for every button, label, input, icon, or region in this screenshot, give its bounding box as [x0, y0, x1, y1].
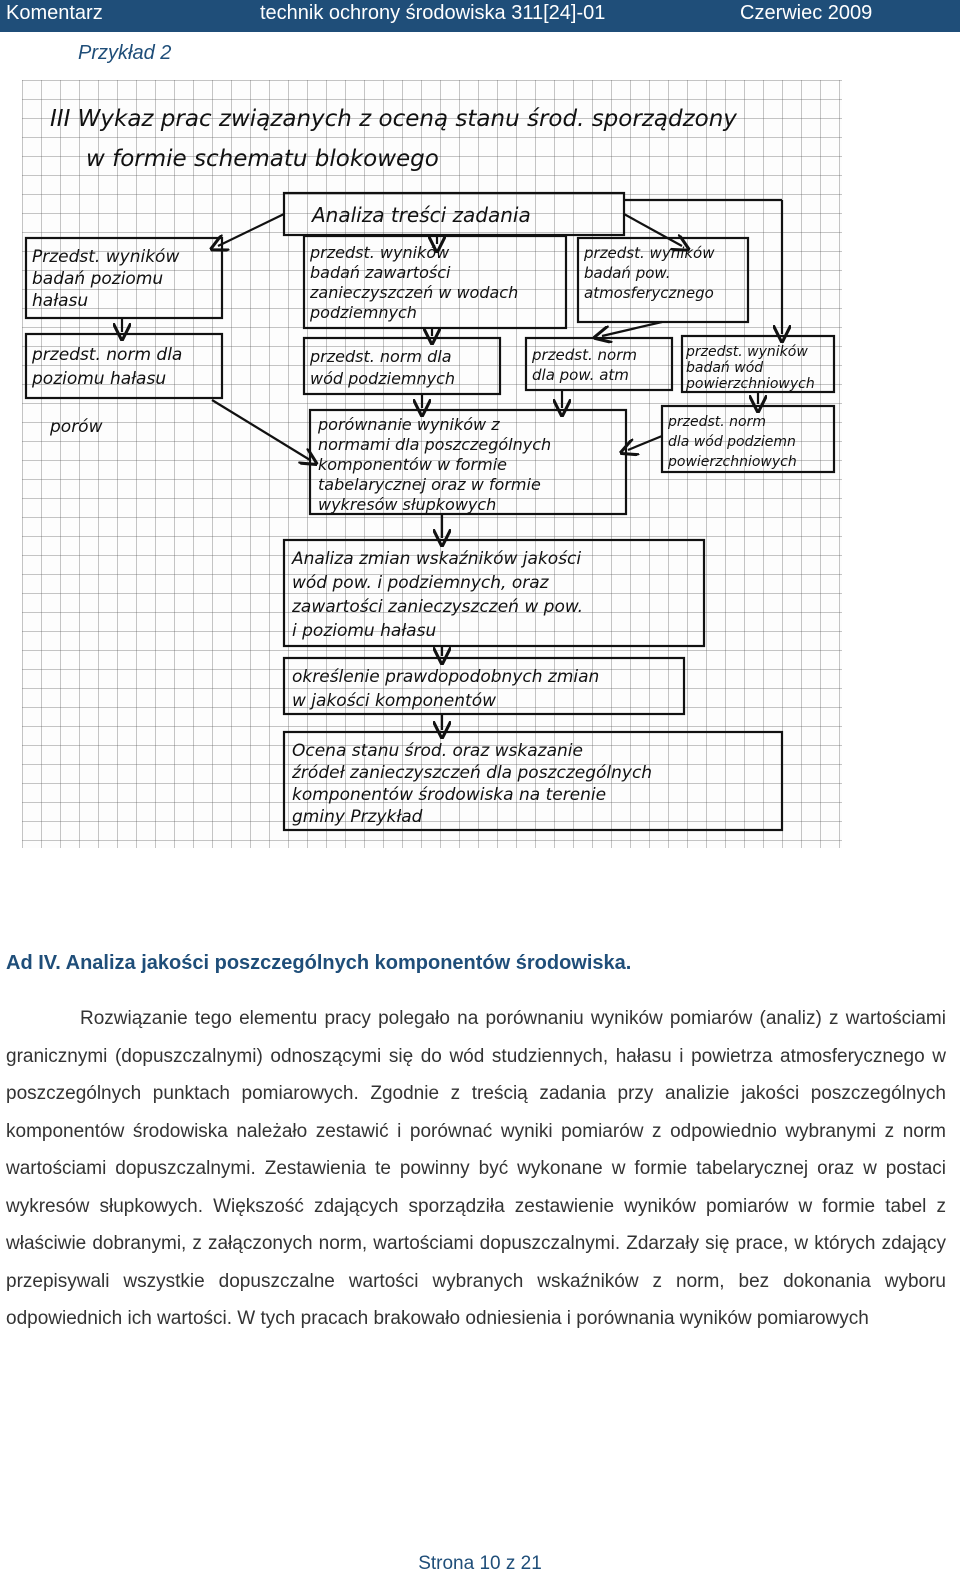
handwritten-diagram — [22, 80, 842, 848]
example-label: Przykład 2 — [78, 42, 172, 64]
hw-surface-results-2: badań wód — [686, 360, 764, 376]
hw-noise-results-2: badań poziomu — [32, 269, 164, 289]
page-header — [0, 0, 960, 32]
hw-compare-3: komponentów w formie — [318, 455, 507, 474]
handwritten-block-diagram-scan — [22, 80, 842, 848]
hw-analysis-1: Analiza zmian wskaźników jakości — [292, 549, 582, 569]
hw-groundwater-1: przedst. wyników — [310, 243, 450, 262]
section-title: Ad IV. Analiza jakości poszczególnych komponentów środowiska. — [6, 952, 632, 974]
hw-analysis-2: wód pow. i podziemnych, oraz — [292, 573, 549, 593]
body-paragraph: Rozwiązanie tego elementu pracy polegało na porównaniu wyników pomiarów (analiz) z wartościami granicznymi (dopuszczalnymi) odnoszącymi się do wód studziennych, hałasu i powietrza atmosferycznego w poszczególnych punktach pomiarowych. Zgodnie z treścią zadania przy analizie jakości poszczególnych komponentów środowiska należało zestawić i porównać wyniki pomiarów z odpowiednio wybranymi z norm wartościami dopuszczalnymi. Zestawienia te powinny być wykonane w formie tabelarycznej oraz w postaci wykresów słupkowych. Większość zdających sporządziła zestawienie wyników pomiarów w formie tabel z właściwie dobranymi, z załączonych norm, wartościami dopuszczalnymi. Zdarzały się prace, w których zdający przepisywali wszystkie dopuszczalne wartości wybranych wskaźników z norm, bez dokonania wyboru odpowiednich ich wartości. W tych pracach brakowało odniesienia i porównania wyników pomiarowych — [6, 1008, 946, 1329]
hw-noise-results-3: hałasu — [32, 291, 89, 311]
hw-surface-results-1: przedst. wyników — [686, 344, 808, 360]
hw-surface-results-3: powierzchniowych — [686, 376, 815, 392]
hw-noise-norms-1: przedst. norm dla — [32, 345, 183, 365]
header-right: Czerwiec 2009 — [740, 2, 873, 24]
hw-surface-norms-1: przedst. norm — [668, 414, 767, 430]
hw-air-results-3: atmosferycznego — [584, 284, 714, 302]
hw-final-1: Ocena stanu środ. oraz wskazanie — [292, 741, 583, 761]
hw-groundwater-norms-2: wód podziemnych — [310, 369, 456, 388]
body-text — [6, 1000, 946, 1338]
hw-groundwater-4: podziemnych — [310, 303, 417, 322]
header-left: Komentarz — [6, 2, 103, 24]
hw-analysis-3: zawartości zanieczyszczeń w pow. — [292, 597, 584, 617]
hw-analysis-4: i poziomu hałasu — [292, 621, 437, 641]
header-center: technik ochrony środowiska 311[24]-01 — [260, 2, 606, 24]
hw-porow: porów — [50, 417, 103, 437]
hw-final-2: źródeł zanieczyszczeń dla poszczególnych — [292, 763, 653, 783]
page-footer: Strona 10 z 21 — [418, 1553, 542, 1574]
hw-air-norms-2: dla pow. atm — [532, 366, 629, 384]
hw-noise-norms-2: poziomu hałasu — [32, 369, 167, 389]
hw-air-results-1: przedst. wyników — [584, 244, 715, 262]
hw-task-analysis: Analiza treści zadania — [312, 203, 531, 227]
hw-compare-1: porównanie wyników z — [318, 415, 500, 434]
hw-title-line-2: w formie schematu blokowego — [86, 146, 439, 172]
hw-final-3: komponentów środowiska na terenie — [292, 785, 607, 805]
hw-noise-results-1: Przedst. wyników — [32, 247, 180, 267]
hw-groundwater-2: badań zawartości — [310, 263, 451, 282]
hw-groundwater-3: zanieczyszczeń w wodach — [310, 283, 519, 302]
hw-groundwater-norms-1: przedst. norm dla — [310, 347, 452, 366]
hw-air-norms-1: przedst. norm — [532, 346, 638, 364]
hw-surface-norms-2: dla wód podziemn — [668, 434, 796, 450]
hw-trend-1: określenie prawdopodobnych zmian — [292, 667, 600, 687]
hw-compare-5: wykresów słupkowych — [318, 495, 497, 514]
hw-title-line-1: III Wykaz prac związanych z oceną stanu środ. sporządzony — [50, 106, 737, 132]
hw-compare-2: normami dla poszczególnych — [318, 435, 552, 454]
hw-trend-2: w jakości komponentów — [292, 691, 496, 711]
hw-final-4: gminy Przykład — [292, 807, 423, 827]
hw-surface-norms-3: powierzchniowych — [668, 454, 797, 470]
hw-air-results-2: badań pow. — [584, 264, 671, 282]
hw-compare-4: tabelarycznej oraz w formie — [318, 475, 541, 494]
